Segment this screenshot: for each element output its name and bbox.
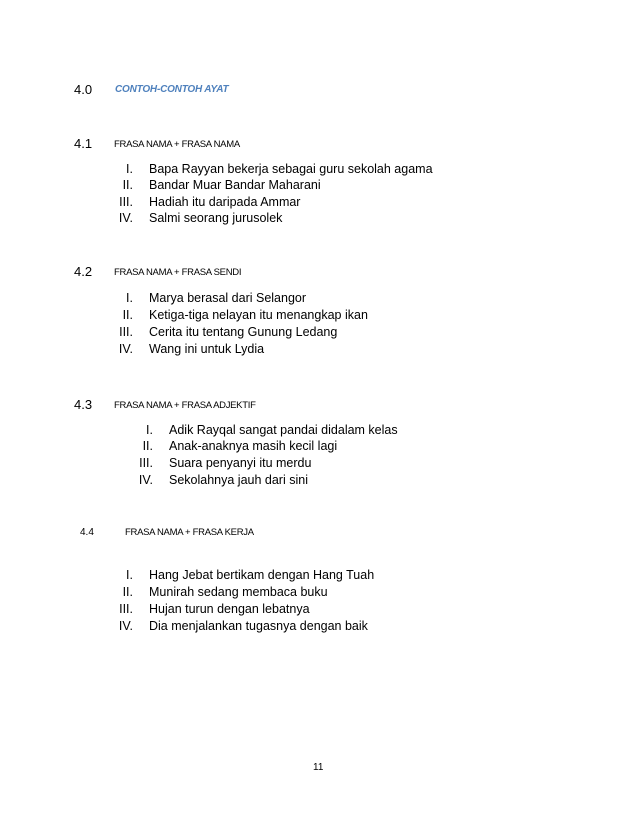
list-item: Marya berasal dari Selangor	[149, 291, 307, 305]
section-heading: FRASA NAMA + FRASA SENDI	[114, 267, 242, 278]
list-item-numeral: I.	[126, 291, 133, 305]
list-item-numeral: IV.	[138, 473, 153, 487]
list-item: Bandar Muar Bandar Maharani	[149, 178, 321, 192]
list-item-numeral: III.	[119, 602, 133, 616]
list-item: Salmi seorang jurusolek	[149, 211, 283, 225]
list-item: Sekolahnya jauh dari sini	[169, 473, 308, 487]
list-item: Suara penyanyi itu merdu	[169, 456, 312, 470]
list-item: Bapa Rayyan bekerja sebagai guru sekolah agama	[149, 162, 433, 176]
section-heading: FRASA NAMA + FRASA NAMA	[114, 139, 240, 150]
list-item: Hang Jebat bertikam dengan Hang Tuah	[149, 568, 375, 582]
section-number: 4.0	[74, 82, 93, 97]
list-item-numeral: II.	[122, 178, 133, 192]
section-number: 4.3	[74, 397, 93, 412]
list-item-numeral: III.	[119, 195, 133, 209]
list-item: Hujan turun dengan lebatnya	[149, 602, 310, 616]
list-item: Adik Rayqal sangat pandai didalam kelas	[169, 423, 398, 437]
list-item-numeral: II.	[122, 585, 133, 599]
section-number: 4.4	[80, 527, 94, 538]
list-item: Cerita itu tentang Gunung Ledang	[149, 325, 338, 339]
list-item-numeral: III.	[119, 325, 133, 339]
list-item: Dia menjalankan tugasnya dengan baik	[149, 619, 368, 633]
list-item: Anak-anaknya masih kecil lagi	[169, 439, 338, 453]
page-number: 11	[313, 762, 324, 773]
section-heading: CONTOH-CONTOH AYAT	[115, 84, 229, 95]
section-number: 4.2	[74, 264, 93, 279]
list-item-numeral: I.	[126, 568, 133, 582]
list-item: Ketiga-tiga nelayan itu menangkap ikan	[149, 308, 368, 322]
list-item-numeral: I.	[126, 162, 133, 176]
list-item-numeral: II.	[142, 439, 153, 453]
list-item-numeral: IV.	[118, 342, 133, 356]
list-item: Wang ini untuk Lydia	[149, 342, 265, 356]
section-number: 4.1	[74, 136, 93, 151]
list-item: Munirah sedang membaca buku	[149, 585, 328, 599]
list-item-numeral: III.	[139, 456, 153, 470]
section-heading: FRASA NAMA + FRASA KERJA	[125, 527, 254, 538]
list-item-numeral: IV.	[118, 619, 133, 633]
list-item-numeral: I.	[146, 423, 153, 437]
section-heading: FRASA NAMA + FRASA ADJEKTIF	[114, 400, 256, 411]
list-item-numeral: II.	[122, 308, 133, 322]
list-item: Hadiah itu daripada Ammar	[149, 195, 301, 209]
list-item-numeral: IV.	[118, 211, 133, 225]
